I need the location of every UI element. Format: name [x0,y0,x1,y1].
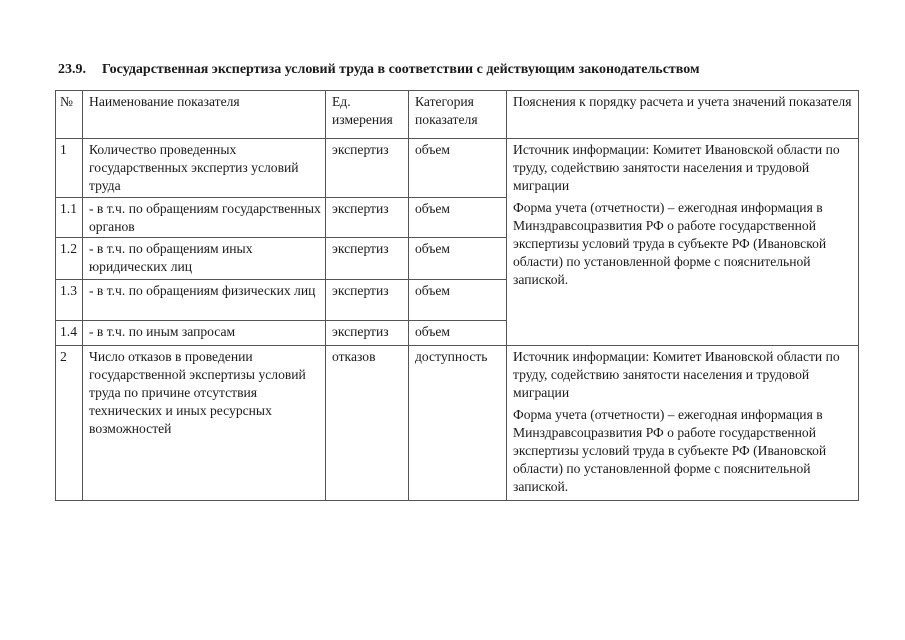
explanation-source: Источник информации: Комитет Ивановской области по труду, содействию занятости населения и трудовой миграции [513,142,840,193]
table-header-row [56,91,859,139]
section-number: 23.9. [58,62,86,77]
row-category: объем [409,139,507,198]
header-number: № [56,91,83,139]
explanation-form: Форма учета (отчетности) – ежегодная информация в Минздравсоцразвития РФ о работе государственной экспертизы условий труда в субъекте РФ (Ивановской области) по установленной форме с пояснительной запиской. [513,200,827,287]
row-number: 1.3 [56,280,83,321]
row-unit: экспертиз [326,139,409,198]
row-number: 1.4 [56,321,83,346]
explanation-source: Источник информации: Комитет Ивановской области по труду, содействию занятости населения и трудовой миграции [513,349,840,400]
header-name: Наименование показателя [83,91,326,139]
section-heading [58,62,700,78]
header-unit: Ед. измерения [326,91,409,139]
row-category: объем [409,280,507,321]
indicators-table [55,90,859,501]
row-category: доступность [409,346,507,501]
row-number: 1.1 [56,198,83,238]
row-unit: экспертиз [326,238,409,280]
row-name: Количество проведенных государственных экспертиз условий труда [83,139,326,198]
table-row [56,346,859,501]
explanation-form: Форма учета (отчетности) – ежегодная информация в Минздравсоцразвития РФ о работе государственной экспертизы условий труда в субъекте РФ (Ивановской области) по установленной форме с пояснительной запиской. [513,407,827,494]
row-number: 1.2 [56,238,83,280]
row-name: - в т.ч. по обращениям иных юридических лиц [83,238,326,280]
row-unit: экспертиз [326,280,409,321]
row-category: объем [409,321,507,346]
row-category: объем [409,198,507,238]
row-number: 2 [56,346,83,501]
row-category: объем [409,238,507,280]
row-name: Число отказов в проведении государственной экспертизы условий труда по причине отсутствия технических и иных ресурсных возможностей [83,346,326,501]
row-unit: экспертиз [326,198,409,238]
header-category: Категория показателя [409,91,507,139]
row-name: - в т.ч. по обращениям государственных органов [83,198,326,238]
section-title: Государственная экспертиза условий труда в соответствии с действующим законодательством [102,62,700,77]
row-number: 1 [56,139,83,198]
header-explanation: Пояснения к порядку расчета и учета значений показателя [507,91,859,139]
row-unit: отказов [326,346,409,501]
row-explanation [507,346,859,501]
row-unit: экспертиз [326,321,409,346]
row-name: - в т.ч. по обращениям физических лиц [83,280,326,321]
table-row [56,139,859,198]
row-name: - в т.ч. по иным запросам [83,321,326,346]
row-explanation [507,139,859,346]
